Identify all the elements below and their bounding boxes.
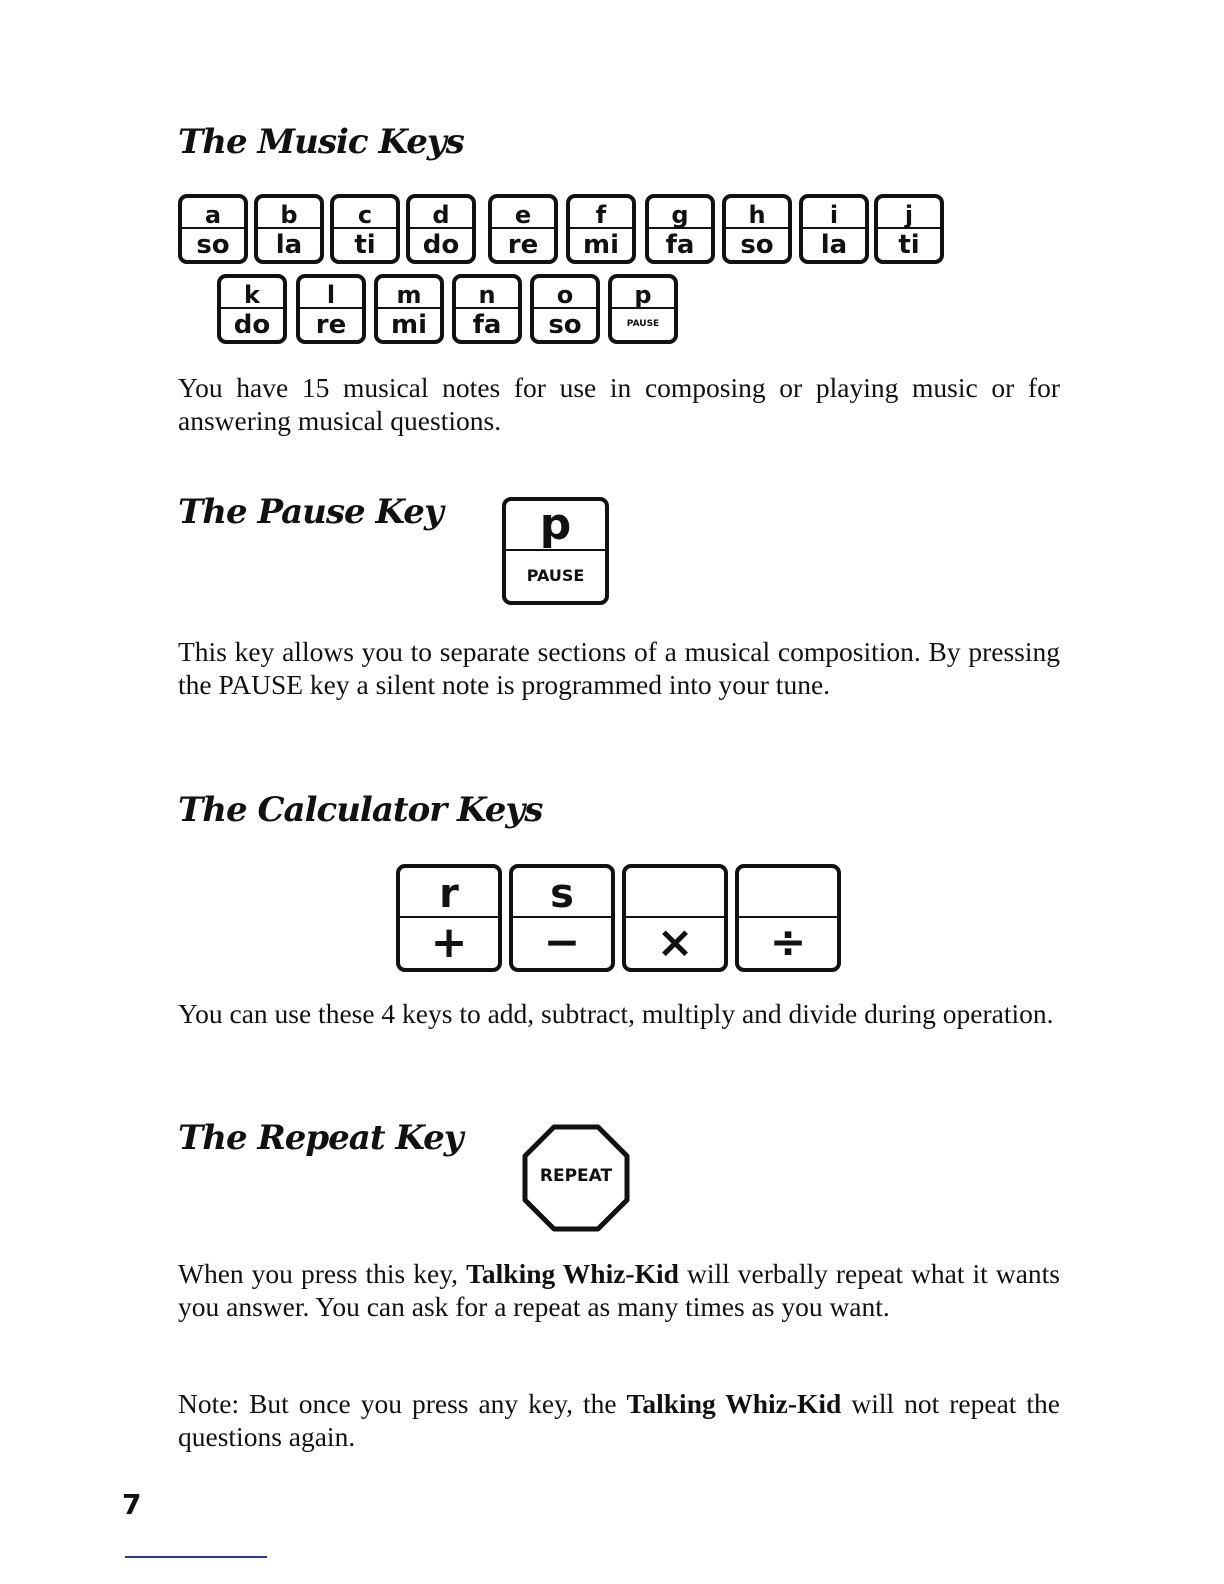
music-key-k[interactable] [217,274,287,344]
music-key-f[interactable] [566,194,636,264]
music-key-l[interactable] [296,274,366,344]
music-keys-heading: The Music Keys [178,122,464,162]
key-letter: m [396,280,422,309]
key-note: la [803,227,865,260]
music-key-a[interactable] [178,194,248,264]
text-segment: Note: But once you press any key, the [178,1388,617,1419]
key-letter: a [204,200,222,229]
key-letter: l [326,280,336,309]
music-key-n[interactable] [452,274,522,344]
music-key-b[interactable] [254,194,324,264]
plus-icon: + [400,916,498,968]
key-note: mi [570,227,632,260]
divide-icon: ÷ [739,916,837,968]
text-segment: When you press this key, [178,1258,459,1289]
key-letter: j [904,200,914,229]
calculator-keys-heading: The Calculator Keys [178,790,543,830]
key-letter [739,868,837,914]
music-key-i[interactable] [799,194,869,264]
key-letter: p [539,499,572,550]
music-key-o[interactable] [530,274,600,344]
key-letter: b [280,200,298,229]
key-note: la [258,227,320,260]
footer-rule [125,1556,267,1558]
key-letter: h [748,200,766,229]
pause-key[interactable] [502,497,609,605]
music-key-p-pause[interactable] [608,274,678,344]
repeat-note [178,1387,1060,1453]
key-note: fa [456,307,518,340]
key-letter: d [432,200,450,229]
key-note: re [492,227,554,260]
key-letter: e [514,200,532,229]
music-key-d[interactable] [406,194,476,264]
music-keys-description: You have 15 musical notes for use in composing or playing music or for answering musical questions. [178,372,1060,436]
key-letter: g [671,200,689,229]
calculator-keys-description: You can use these 4 keys to add, subtract, multiply and divide during operation. [178,998,1054,1029]
calculator-key-subtract[interactable] [509,864,615,972]
key-letter: f [595,200,607,229]
key-note: ti [878,227,940,260]
key-note: re [300,307,362,340]
key-note: ti [334,227,396,260]
key-note: fa [649,227,711,260]
pause-key-heading: The Pause Key [178,492,443,532]
repeat-key-description [178,1257,1060,1323]
calculator-key-multiply[interactable] [622,864,728,972]
key-letter: p [634,280,652,309]
repeat-key-heading: The Repeat Key [178,1118,463,1158]
key-label: PAUSE [506,549,605,601]
calculator-key-divide[interactable] [735,864,841,972]
key-note: PAUSE [612,307,674,340]
key-note: do [410,227,472,260]
key-letter: s [550,871,574,917]
key-letter: o [556,280,574,309]
multiply-icon: × [626,916,724,968]
repeat-key[interactable] [522,1124,630,1232]
key-label: REPEAT [539,1166,613,1186]
key-note: so [534,307,596,340]
music-key-g[interactable] [645,194,715,264]
key-letter: i [829,200,839,229]
minus-icon: − [513,916,611,968]
key-note: do [221,307,283,340]
key-note: mi [378,307,440,340]
page-number: 7 [122,1488,142,1521]
music-key-m[interactable] [374,274,444,344]
key-letter [626,868,724,914]
music-key-j[interactable] [874,194,944,264]
music-key-e[interactable] [488,194,558,264]
key-note: so [182,227,244,260]
key-letter: k [244,280,260,309]
text-segment: will verbally repeat what it wants you answer. You can ask for a repeat as many times as you want. [178,1258,1060,1322]
pause-key-description: This key allows you to separate sections of a musical composition. By pressing the PAUSE key a silent note is programmed into your tune. [178,636,1060,700]
music-key-c[interactable] [330,194,400,264]
key-letter: n [478,280,496,309]
text-segment: will not repeat the questions again. [178,1388,1061,1452]
brand-name: Talking Whiz-Kid [466,1258,679,1289]
calculator-key-add[interactable] [396,864,502,972]
key-note: so [726,227,788,260]
key-letter: c [357,200,373,229]
key-letter: r [439,871,459,917]
music-key-h[interactable] [722,194,792,264]
brand-name: Talking Whiz-Kid [626,1388,842,1419]
